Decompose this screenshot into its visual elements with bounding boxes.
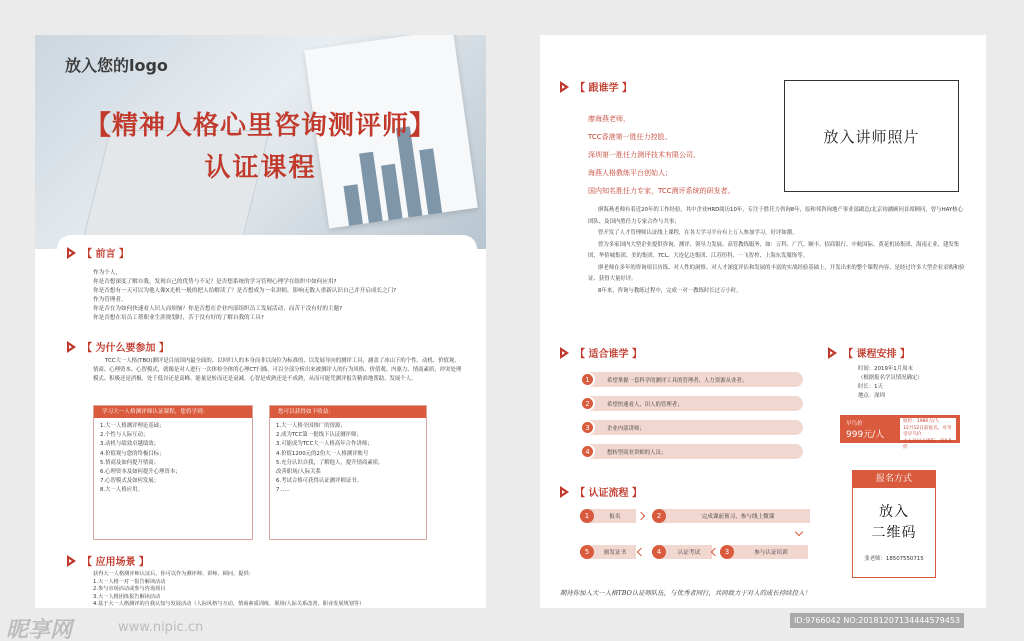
price-box (840, 415, 960, 450)
flow-step: 3 参与认证培训 (720, 545, 808, 559)
signup-contact: 张老师：18507550715 (864, 556, 924, 562)
teacher-bio: 廖海燕老师有着近20年的工作经验，其中企业HRD阅历10年，专注于胜任力咨询8年，原和邦咨询地产事业部副总/北京钧涵顾问首席顾问，曾与HAY核心团队、及国内胜任力专家合作与共事； 曾开发了人才管理师认证线上课程，在各大学习平台有上万人参加学习，好评如潮。 曾为多家国内大型企业提供咨询、测评、领导力发展、高管教练服务，如：万科、广汽、顺丰、招商银行、中航国际、黄花机场集团、海南正业、建发集团、华侨城集团、美的集团、TCL、大连亿达集团、江苏恒科、一飞智控、上海东发服饰等。 廖老师在多年的咨询项目历练、对人性的洞察、对人才深度评估和发展的丰富的实战经验基础上，开发出来的整个课程内容，是经过许多大型企业采购和验证、获得大量好评。 8年来，咨询与教练过程中，完成一对一教练时长过万小时。 (588, 207, 965, 294)
flow-step: 1 报名 (580, 509, 636, 523)
flow-step: 5 颁发证书 (580, 545, 636, 559)
arrow-left-icon (711, 548, 719, 556)
price-note: 原价：1980元/人 12月12日前报名，可享受早鸟价 十人及以上团报，享8.5折 (900, 418, 956, 440)
price-label: 早鸟价 (846, 421, 863, 427)
fit-heading: 【 适合谁学 】 (560, 345, 642, 360)
price-value: 999元/人 (846, 430, 885, 440)
course-title: 【精神人格心里咨询测评师】 (84, 111, 436, 141)
flow-step: 2 完成课前预习，参与线上微课 (652, 509, 810, 523)
triangle-bullet-icon (67, 555, 76, 567)
learn-box (93, 405, 253, 540)
triangle-bullet-icon (560, 81, 569, 93)
gain-box-header: 您可以获得如下收益： (270, 406, 426, 418)
triangle-bullet-icon (67, 341, 76, 353)
fit-item-number: 1 (580, 372, 595, 387)
hero-banner (35, 35, 486, 249)
left-page (35, 35, 486, 608)
foreword-heading: 【 前言 】 (67, 245, 129, 260)
arrow-down-icon (795, 528, 803, 536)
fit-item-number: 2 (580, 396, 595, 411)
fit-item: 3 企业内部讲师； (588, 420, 803, 435)
right-page (540, 35, 986, 608)
fit-item: 4 想转型商业讲师的人员； (588, 444, 803, 459)
triangle-bullet-icon (560, 486, 569, 498)
schedule-details: 时间：2019年1月周末 （根据报名学员情况确定） 时长：1天 地点：深圳 (858, 366, 923, 399)
arrow-left-icon (637, 548, 645, 556)
qr-placeholder: 放入 二维码 (871, 504, 917, 541)
flow-step: 4 认证考试 (652, 545, 712, 559)
scenario-heading: 【 应用场景 】 (67, 553, 149, 568)
teacher-heading: 【 跟谁学 】 (560, 79, 632, 94)
triangle-bullet-icon (67, 247, 76, 259)
schedule-heading: 【 课程安排 】 (828, 345, 910, 360)
course-subtitle: 认证课程 (204, 153, 317, 183)
logo-placeholder: 放入您的logo (65, 56, 168, 75)
fit-item: 1 希望掌握一套科学的测评工具的管理者、人力资源从业者； (588, 372, 803, 387)
fit-item-number: 4 (580, 444, 595, 459)
triangle-bullet-icon (560, 347, 569, 359)
foreword-text: 作为个人， 你是否想深度了解自我，发现自己的优势与不足？是否想系统的学习管理心理学在组织中如何应用? 你是否想有一天可以为他人像X光机一般的把人给解读了？是否想成为一名讲师，影响无数人重新认识自己并开启成长之门? 作为管理者， 你是否在为如何快速看人识人而烦恼？你是否想在企业内部组织员工发展活动，而苦于没有好的主题? 你是否想在培员工帮职业生涯规划时，苦于没有好的了解自我的工具? (93, 270, 397, 321)
gain-box-list: 1.大一人格全国推广的资源； 2.成为TCC第一批线下认证测评师； 3.可能成为TCC大一人格高年合作讲师； 4.价值1200元的2份大一人格测评账号 5.充分认识自我，了解他人，提升情商素质, 改善职场/人际关系 6.考试合格可获得认证测评师证书。 7...... (276, 423, 380, 494)
fit-item: 2 希望快速看人、识人的管理者； (588, 396, 803, 411)
teacher-intro: 廖海燕老师， TCC香港第一胜任力控股、 深圳第一胜任力测评技术有限公司、 海燕人格教练平台创始人； 国内知名胜任力专家，TCC测评系统的研发者。 (588, 115, 735, 195)
fit-item-number: 3 (580, 420, 595, 435)
flow-heading: 【 认证流程 】 (560, 484, 642, 499)
signup-header: 报名方式 (853, 471, 935, 488)
why-text: TCC大一人格(TBO)测评是目前国内最全面的、以回归人的本身而非以岗位为标准的、以发展导向的测评工具，涵盖了冰山下的个性、动机、价值观、情商、心理资本、心智模式，就像是对人进行一次体检全体的心理CT扫描，可以全部分析出来被测评人的行为风格、价值观、内驱力、情商素质、冲突处理模式、积极还是消极、处于低谷还是高峰、能量是转而还是衰减，心智是成熟还是不成熟，从而可能凭测评报告精准地帮助、发展个人。 (93, 358, 462, 382)
watermark-id: ID:9766042 NO:20181207134444579453 (790, 613, 964, 628)
closing-message: 期待你加入大一人格TBO认证师队伍，与优秀者同行，共同致力于对人的成长持续投入！ (560, 589, 811, 597)
watermark-url: www.nipic.cn (118, 620, 204, 635)
triangle-bullet-icon (828, 347, 837, 359)
gain-box (269, 405, 427, 540)
watermark-brand: 昵享网 (6, 618, 73, 641)
learn-box-list: 1.大一人格测评理论基础； 2.个性与人际互动； 3.动机与绩效卓越绩效； 4.价值观与您的终极目标； 5.情商及如何提升情商； 6.心理资本及如何提升心理资本； 7.心智模式及如何发展； 8.大一人格应用。 (100, 423, 181, 494)
learn-box-header: 学习大一人格测评师认证课程，您将学到： (94, 406, 252, 418)
why-heading: 【 为什么要参加 】 (67, 339, 169, 354)
teacher-photo-placeholder: 放入讲师照片 (784, 80, 959, 192)
content-card (57, 235, 477, 608)
signup-box (852, 470, 936, 578)
arrow-right-icon (637, 512, 645, 520)
scenario-text: 获得大一人格测评师认证后，你可以作为测评师、讲师、顾问，提供： 1.大一人格一对一报告解读活动 2.参与市场活动或参与咨询项目 3.大一人格团体报告解读活动 4.基于大一人格测评的自我认知与发展活动（人际风格与互动，情商素质训练，职场/人际关系改善，职业发展规划等） (93, 571, 365, 607)
